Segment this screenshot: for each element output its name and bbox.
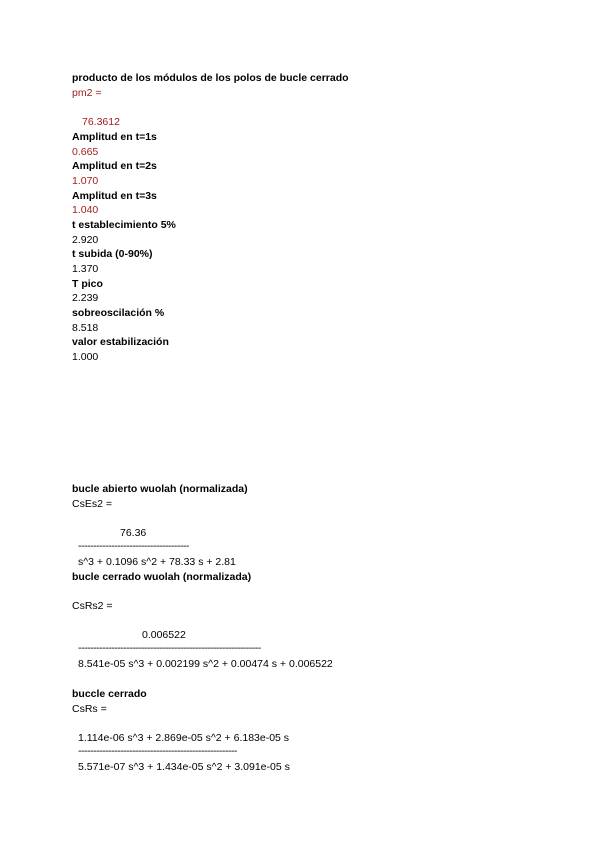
amplitude-t1-value: 0.665 bbox=[72, 146, 99, 158]
settling-time-value: 2.920 bbox=[72, 234, 99, 246]
closed-loop-heading: bucle cerrado wuolah (normalizada) bbox=[72, 571, 252, 583]
rise-time-label: t subida (0-90%) bbox=[72, 248, 153, 260]
amplitude-t1-label: Amplitud en t=1s bbox=[72, 131, 157, 143]
overshoot-value: 8.518 bbox=[72, 322, 99, 334]
cses2-denominator: s^3 + 0.1096 s^2 + 78.33 s + 2.81 bbox=[78, 556, 236, 568]
csrs2-fraction-bar: ------------------------------------------------------------- bbox=[78, 642, 261, 654]
csrs2-numerator: 0.006522 bbox=[142, 629, 186, 641]
amplitude-t2-value: 1.070 bbox=[72, 175, 99, 187]
peak-time-value: 2.239 bbox=[72, 292, 99, 304]
cses2-fraction-bar: ------------------------------------- bbox=[78, 540, 189, 552]
buccle-closed-heading: buccle cerrado bbox=[72, 688, 147, 700]
rise-time-value: 1.370 bbox=[72, 263, 99, 275]
steady-state-label: valor estabilización bbox=[72, 336, 169, 348]
closed-loop-poles-heading: producto de los módulos de los polos de bucle cerrado bbox=[72, 72, 349, 84]
overshoot-label: sobreoscilación % bbox=[72, 307, 165, 319]
csrs2-label: CsRs2 = bbox=[72, 600, 113, 612]
csrs-fraction-bar: ----------------------------------------------------- bbox=[78, 745, 237, 757]
csrs-label: CsRs = bbox=[72, 703, 107, 715]
cses2-numerator: 76.36 bbox=[120, 527, 147, 539]
steady-state-value: 1.000 bbox=[72, 351, 99, 363]
csrs-denominator: 5.571e-07 s^3 + 1.434e-05 s^2 + 3.091e-05 s bbox=[78, 761, 290, 773]
settling-time-label: t establecimiento 5% bbox=[72, 219, 176, 231]
open-loop-heading: bucle abierto wuolah (normalizada) bbox=[72, 483, 248, 495]
pm2-label: pm2 = bbox=[72, 87, 102, 99]
csrs2-denominator: 8.541e-05 s^3 + 0.002199 s^2 + 0.00474 s + 0.006522 bbox=[78, 658, 333, 670]
amplitude-t3-value: 1.040 bbox=[72, 204, 99, 216]
amplitude-t2-label: Amplitud en t=2s bbox=[72, 160, 157, 172]
amplitude-t3-label: Amplitud en t=3s bbox=[72, 190, 157, 202]
cses2-label: CsEs2 = bbox=[72, 498, 112, 510]
csrs-numerator: 1.114e-06 s^3 + 2.869e-05 s^2 + 6.183e-05 s bbox=[78, 732, 290, 744]
peak-time-label: T pico bbox=[72, 278, 103, 290]
pm2-value: 76.3612 bbox=[82, 116, 120, 128]
